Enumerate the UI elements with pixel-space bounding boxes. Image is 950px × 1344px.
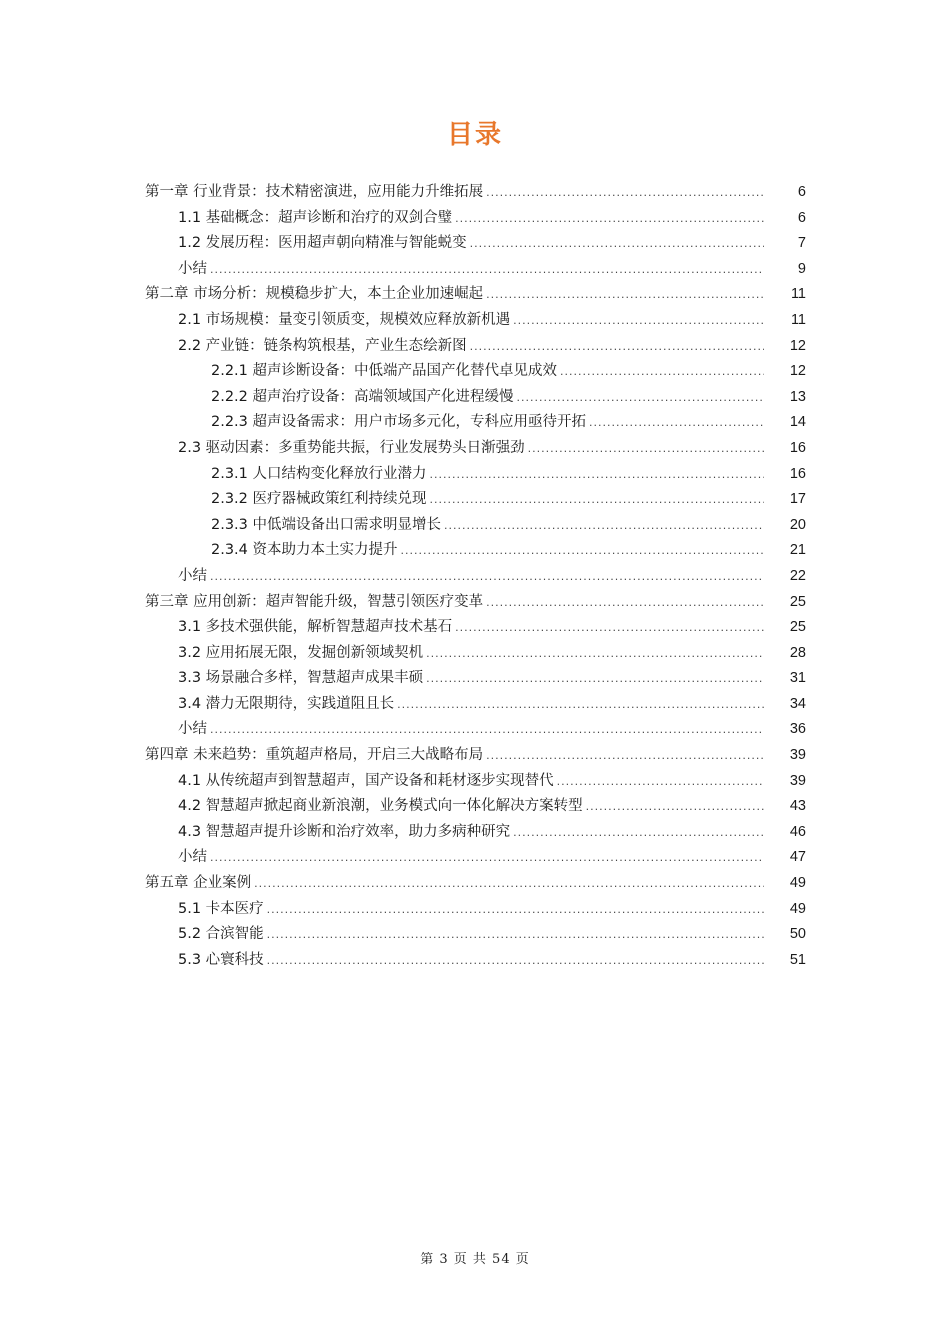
toc-entry[interactable] — [0, 538, 950, 564]
table-of-contents — [0, 180, 950, 973]
toc-dot-leader — [486, 590, 764, 616]
toc-entry-page-number: 25 — [789, 593, 806, 610]
toc-entry[interactable] — [0, 666, 950, 692]
toc-entry-title: 2.2.1 超声诊断设备：中低端产品国产化替代卓见成效 — [211, 363, 558, 380]
toc-entry-title: 3.2 应用拓展无限，发掘创新领域契机 — [178, 644, 424, 661]
toc-dot-leader — [589, 410, 764, 436]
toc-dot-leader — [426, 666, 764, 692]
toc-dot-leader — [528, 436, 764, 462]
toc-dot-leader — [267, 897, 764, 923]
toc-entry-title: 1.2 发展历程：医用超声朝向精准与智能蜕变 — [178, 235, 467, 252]
toc-entry-page-number: 47 — [789, 849, 806, 866]
toc-dot-leader — [254, 871, 764, 897]
toc-entry[interactable] — [0, 180, 950, 206]
toc-entry[interactable] — [0, 282, 950, 308]
toc-entry[interactable] — [0, 743, 950, 769]
toc-entry-page-number: 34 — [789, 695, 806, 712]
toc-entry-page-number: 9 — [797, 260, 806, 277]
toc-entry-title: 2.3.2 医疗器械政策红利持续兑现 — [211, 491, 427, 508]
toc-entry[interactable] — [0, 513, 950, 539]
toc-entry-title: 5.1 卡本医疗 — [178, 900, 264, 917]
toc-entry-page-number: 39 — [789, 772, 806, 789]
toc-entry-title: 2.2 产业链：链条构筑根基，产业生态绘新图 — [178, 337, 467, 354]
toc-entry-page-number: 28 — [789, 644, 806, 661]
toc-dot-leader — [455, 615, 764, 641]
toc-dot-leader — [267, 922, 764, 948]
toc-entry-title: 3.4 潜力无限期待，实践道阻且长 — [178, 695, 395, 712]
toc-dot-leader — [517, 385, 764, 411]
toc-dot-leader — [397, 692, 764, 718]
toc-entry[interactable] — [0, 564, 950, 590]
toc-dot-leader — [267, 948, 764, 974]
toc-entry-title: 4.3 智慧超声提升诊断和治疗效率，助力多病种研究 — [178, 823, 511, 840]
toc-dot-leader — [486, 282, 764, 308]
toc-entry[interactable] — [0, 692, 950, 718]
toc-entry-page-number: 21 — [789, 542, 806, 559]
toc-dot-leader — [426, 641, 764, 667]
toc-entry-title: 5.3 心寰科技 — [178, 951, 264, 968]
toc-dot-leader — [586, 794, 764, 820]
toc-dot-leader — [455, 206, 764, 232]
toc-entry-page-number: 39 — [789, 747, 806, 764]
toc-entry-page-number: 50 — [789, 926, 806, 943]
toc-entry-title: 2.2.3 超声设备需求：用户市场多元化，专科应用亟待开拓 — [211, 414, 587, 431]
toc-entry-title: 第五章 企业案例 — [145, 875, 252, 892]
toc-entry-page-number: 43 — [789, 798, 806, 815]
toc-dot-leader — [557, 769, 764, 795]
toc-entry-title: 4.2 智慧超声掀起商业新浪潮，业务模式向一体化解决方案转型 — [178, 798, 583, 815]
toc-dot-leader — [430, 487, 764, 513]
toc-dot-leader — [401, 538, 764, 564]
toc-entry[interactable] — [0, 385, 950, 411]
toc-entry-page-number: 16 — [789, 439, 806, 456]
toc-entry-page-number: 51 — [789, 951, 806, 968]
toc-title: 目录 — [446, 120, 503, 150]
toc-entry-title: 第二章 市场分析：规模稳步扩大，本土企业加速崛起 — [145, 286, 484, 303]
toc-entry[interactable] — [0, 206, 950, 232]
toc-dot-leader — [513, 820, 764, 846]
toc-entry-title: 2.3.1 人口结构变化释放行业潜力 — [211, 465, 427, 482]
toc-entry-title: 2.3.3 中低端设备出口需求明显增长 — [211, 516, 442, 533]
toc-entry[interactable] — [0, 257, 950, 283]
toc-dot-leader — [486, 743, 764, 769]
toc-entry-page-number: 12 — [789, 363, 806, 380]
toc-entry-title: 小结 — [178, 567, 207, 584]
toc-entry-title: 2.1 市场规模：量变引领质变，规模效应释放新机遇 — [178, 311, 511, 328]
toc-entry[interactable] — [0, 410, 950, 436]
toc-entry[interactable] — [0, 897, 950, 923]
toc-dot-leader — [210, 257, 764, 283]
toc-dot-leader — [470, 334, 764, 360]
toc-entry-page-number: 46 — [789, 823, 806, 840]
toc-entry[interactable] — [0, 641, 950, 667]
toc-entry-page-number: 13 — [789, 388, 806, 405]
page-footer: 第 3 页 共 54 页 — [420, 1252, 530, 1267]
toc-entry-title: 5.2 合滨智能 — [178, 926, 264, 943]
toc-entry[interactable] — [0, 769, 950, 795]
toc-entry[interactable] — [0, 334, 950, 360]
toc-entry[interactable] — [0, 590, 950, 616]
toc-entry-page-number: 6 — [797, 184, 806, 200]
toc-entry-title: 2.3.4 资本助力本土实力提升 — [211, 542, 398, 559]
toc-entry-page-number: 12 — [789, 337, 806, 354]
toc-entry-title: 小结 — [178, 721, 207, 738]
toc-dot-leader — [210, 717, 764, 743]
toc-dot-leader — [560, 359, 764, 385]
toc-entry-title: 3.3 场景融合多样，智慧超声成果丰硕 — [178, 670, 424, 687]
toc-dot-leader — [513, 308, 764, 334]
toc-dot-leader — [210, 564, 764, 590]
toc-entry-page-number: 25 — [789, 619, 806, 636]
toc-entry[interactable] — [0, 794, 950, 820]
toc-entry-page-number: 14 — [789, 414, 806, 431]
toc-entry-page-number: 6 — [797, 209, 806, 226]
toc-entry-page-number: 17 — [789, 491, 806, 508]
toc-entry-page-number: 11 — [790, 311, 806, 328]
toc-entry-page-number: 7 — [797, 235, 806, 252]
toc-entry-page-number: 11 — [790, 286, 806, 303]
toc-entry[interactable] — [0, 845, 950, 871]
toc-dot-leader — [210, 845, 764, 871]
toc-entry[interactable] — [0, 948, 950, 974]
toc-dot-leader — [444, 513, 764, 539]
toc-entry-title: 小结 — [178, 260, 207, 277]
toc-entry-title: 2.2.2 超声治疗设备：高端领域国产化进程缓慢 — [211, 388, 514, 405]
toc-entry-page-number: 49 — [789, 900, 806, 917]
toc-entry[interactable] — [0, 436, 950, 462]
toc-entry[interactable] — [0, 922, 950, 948]
toc-entry[interactable] — [0, 487, 950, 513]
toc-entry-title: 2.3 驱动因素：多重势能共振，行业发展势头日渐强劲 — [178, 439, 525, 456]
toc-entry-page-number: 16 — [789, 465, 806, 482]
toc-entry-title: 第三章 应用创新：超声智能升级，智慧引领医疗变革 — [145, 593, 484, 610]
toc-entry-title: 3.1 多技术强供能，解析智慧超声技术基石 — [178, 619, 453, 636]
toc-entry[interactable] — [0, 820, 950, 846]
toc-entry-title: 第四章 未来趋势：重筑超声格局，开启三大战略布局 — [145, 747, 484, 764]
toc-entry[interactable] — [0, 615, 950, 641]
toc-entry[interactable] — [0, 359, 950, 385]
toc-entry-page-number: 22 — [789, 567, 806, 584]
toc-entry[interactable] — [0, 308, 950, 334]
toc-entry-title: 4.1 从传统超声到智慧超声，国产设备和耗材逐步实现替代 — [178, 772, 554, 789]
toc-entry-title: 小结 — [178, 849, 207, 866]
toc-entry-title: 1.1 基础概念：超声诊断和治疗的双剑合璧 — [178, 209, 453, 226]
toc-entry-page-number: 20 — [789, 516, 806, 533]
toc-dot-leader — [430, 462, 764, 488]
toc-entry[interactable] — [0, 871, 950, 897]
toc-entry-page-number: 36 — [789, 721, 806, 738]
toc-entry-page-number: 31 — [789, 670, 806, 687]
toc-entry-page-number: 49 — [789, 875, 806, 892]
toc-dot-leader — [486, 180, 764, 206]
toc-entry-title: 第一章 行业背景：技术精密演进，应用能力升维拓展 — [145, 184, 484, 200]
toc-entry[interactable] — [0, 462, 950, 488]
toc-entry[interactable] — [0, 231, 950, 257]
toc-entry[interactable] — [0, 717, 950, 743]
toc-dot-leader — [470, 231, 764, 257]
